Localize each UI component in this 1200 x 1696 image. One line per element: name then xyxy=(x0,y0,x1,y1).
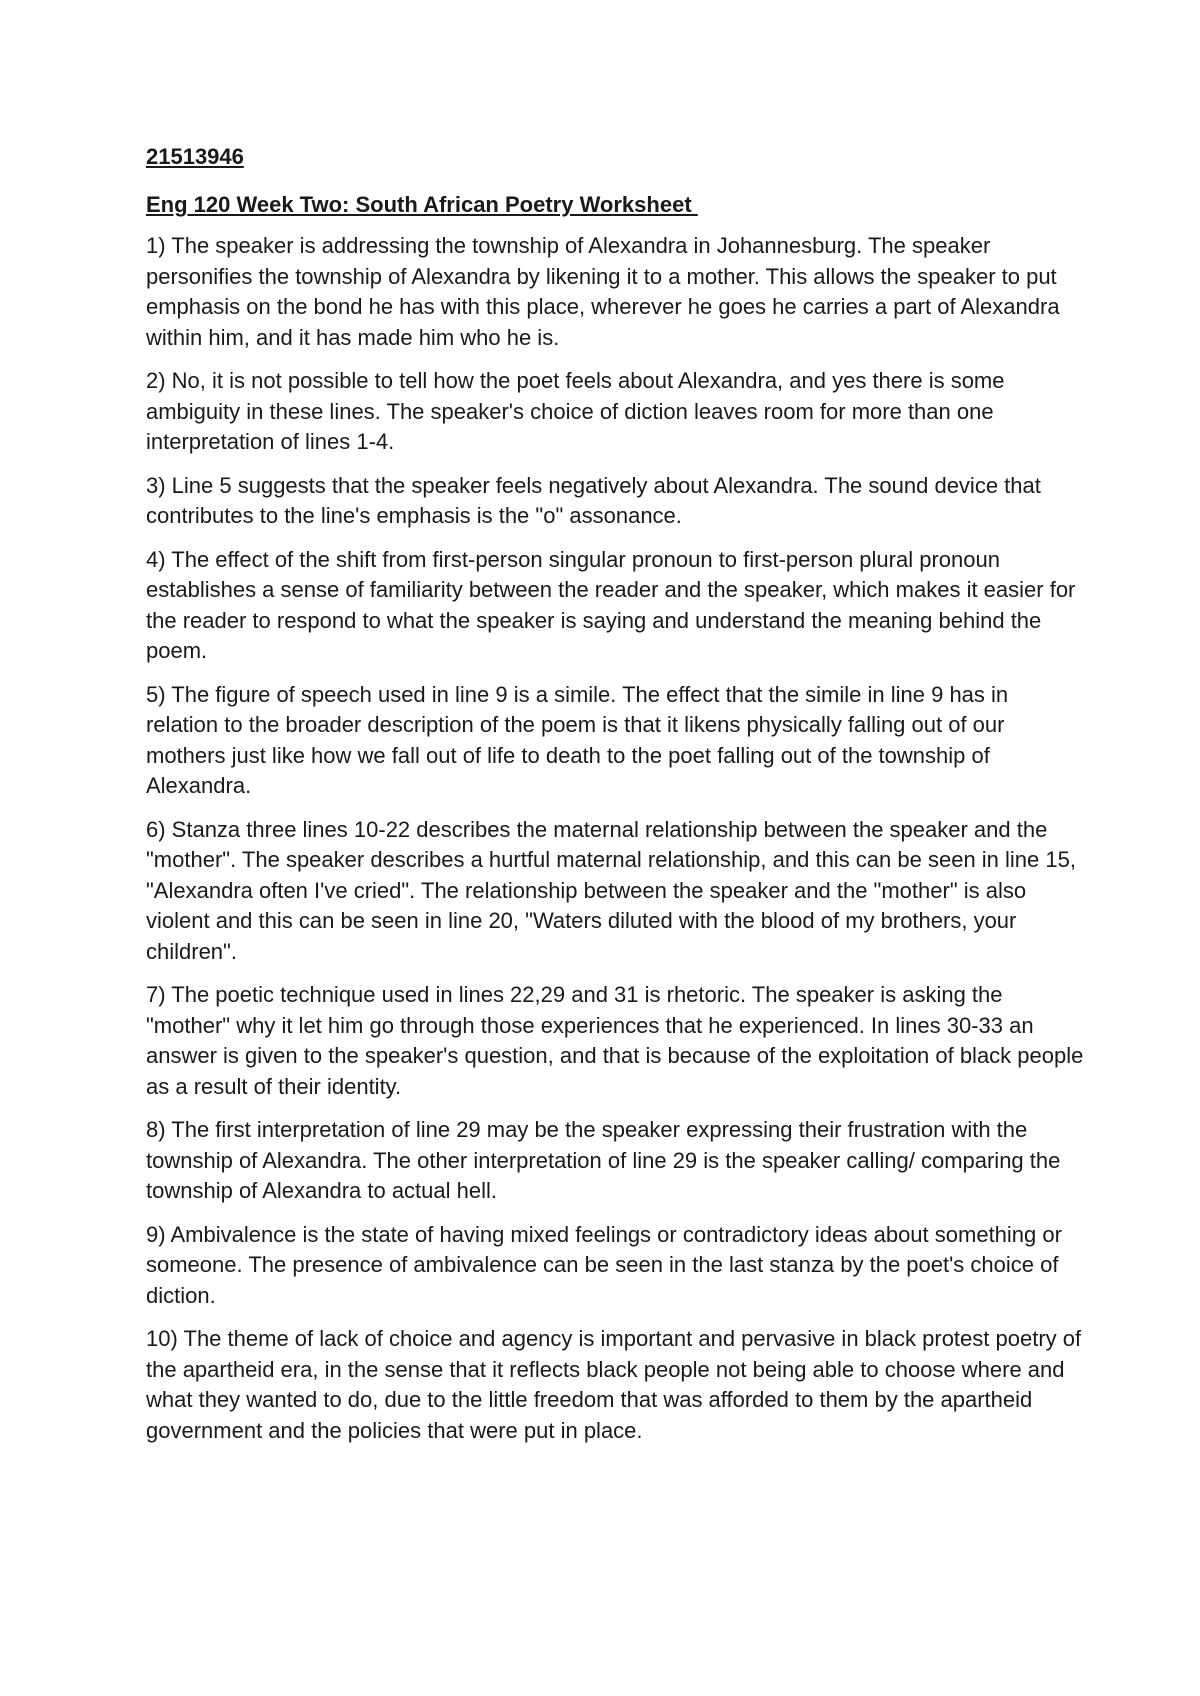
answer-4: 4) The effect of the shift from first-person singular pronoun to first-person plural pronoun establishes a sense of familiarity between the reader and the speaker, which makes it easier for the reader to respond to what the speaker is saying and understand the meaning behind the poem. xyxy=(146,546,1076,663)
answer-8: 8) The first interpretation of line 29 may be the speaker expressing their frustration with the township of Alexandra. The other interpretation of line 29 is the speaker calling/ comparing the township of Alexandra to actual hell. xyxy=(146,1117,1061,1203)
answer-5: 5) The figure of speech used in line 9 is a simile. The effect that the simile in line 9 has in relation to the broader description of the poem is that it likens physically falling out of our mothers just like how we fall out of life to death to the poet falling out of the township of Alexandra. xyxy=(146,681,1009,798)
answer-7: 7) The poetic technique used in lines 22,29 and 31 is rhetoric. The speaker is asking the "mother" why it let him go through those experiences that he experienced. In lines 30-33 an answer is given to the speaker's question, and that is because of the exploitation of black people as a result of their identity. xyxy=(146,982,1084,1099)
answer-9: 9) Ambivalence is the state of having mixed feelings or contradictory ideas about something or someone. The presence of ambivalence can be seen in the last stanza by the poet's choice of diction. xyxy=(146,1221,1062,1308)
answer-3: 3) Line 5 suggests that the speaker feels negatively about Alexandra. The sound device that contributes to the line's emphasis is the "o" assonance. xyxy=(146,472,1041,528)
student-id: 21513946 xyxy=(146,144,244,169)
answer-10: 10) The theme of lack of choice and agency is important and pervasive in black protest poetry of the apartheid era, in the sense that it reflects black people not being able to choose where and what they wanted to do, due to the little freedom that was afforded to them by the apartheid government and the policies that were put in place. xyxy=(146,1326,1082,1443)
document-page xyxy=(146,143,1086,1459)
worksheet-title: Eng 120 Week Two: South African Poetry Worksheet xyxy=(146,192,698,217)
answer-2: 2) No, it is not possible to tell how the poet feels about Alexandra, and yes there is some ambiguity in these lines. The speaker's choice of diction leaves room for more than one interpretation of lines 1-4. xyxy=(146,368,1005,454)
answer-1: 1) The speaker is addressing the township of Alexandra in Johannesburg. The speaker personifies the township of Alexandra by likening it to a mother. This allows the speaker to put emphasis on the bond he has with this place, wherever he goes he carries a part of Alexandra within him, and it has made him who he is. xyxy=(146,233,1060,350)
answer-6: 6) Stanza three lines 10-22 describes the maternal relationship between the speaker and the "mother". The speaker describes a hurtful maternal relationship, and this can be seen in line 15, "Alexandra often I've cried". The relationship between the speaker and the "mother" is also violent and this can be seen in line 20, "Waters diluted with the blood of my brothers, your children". xyxy=(146,816,1076,964)
